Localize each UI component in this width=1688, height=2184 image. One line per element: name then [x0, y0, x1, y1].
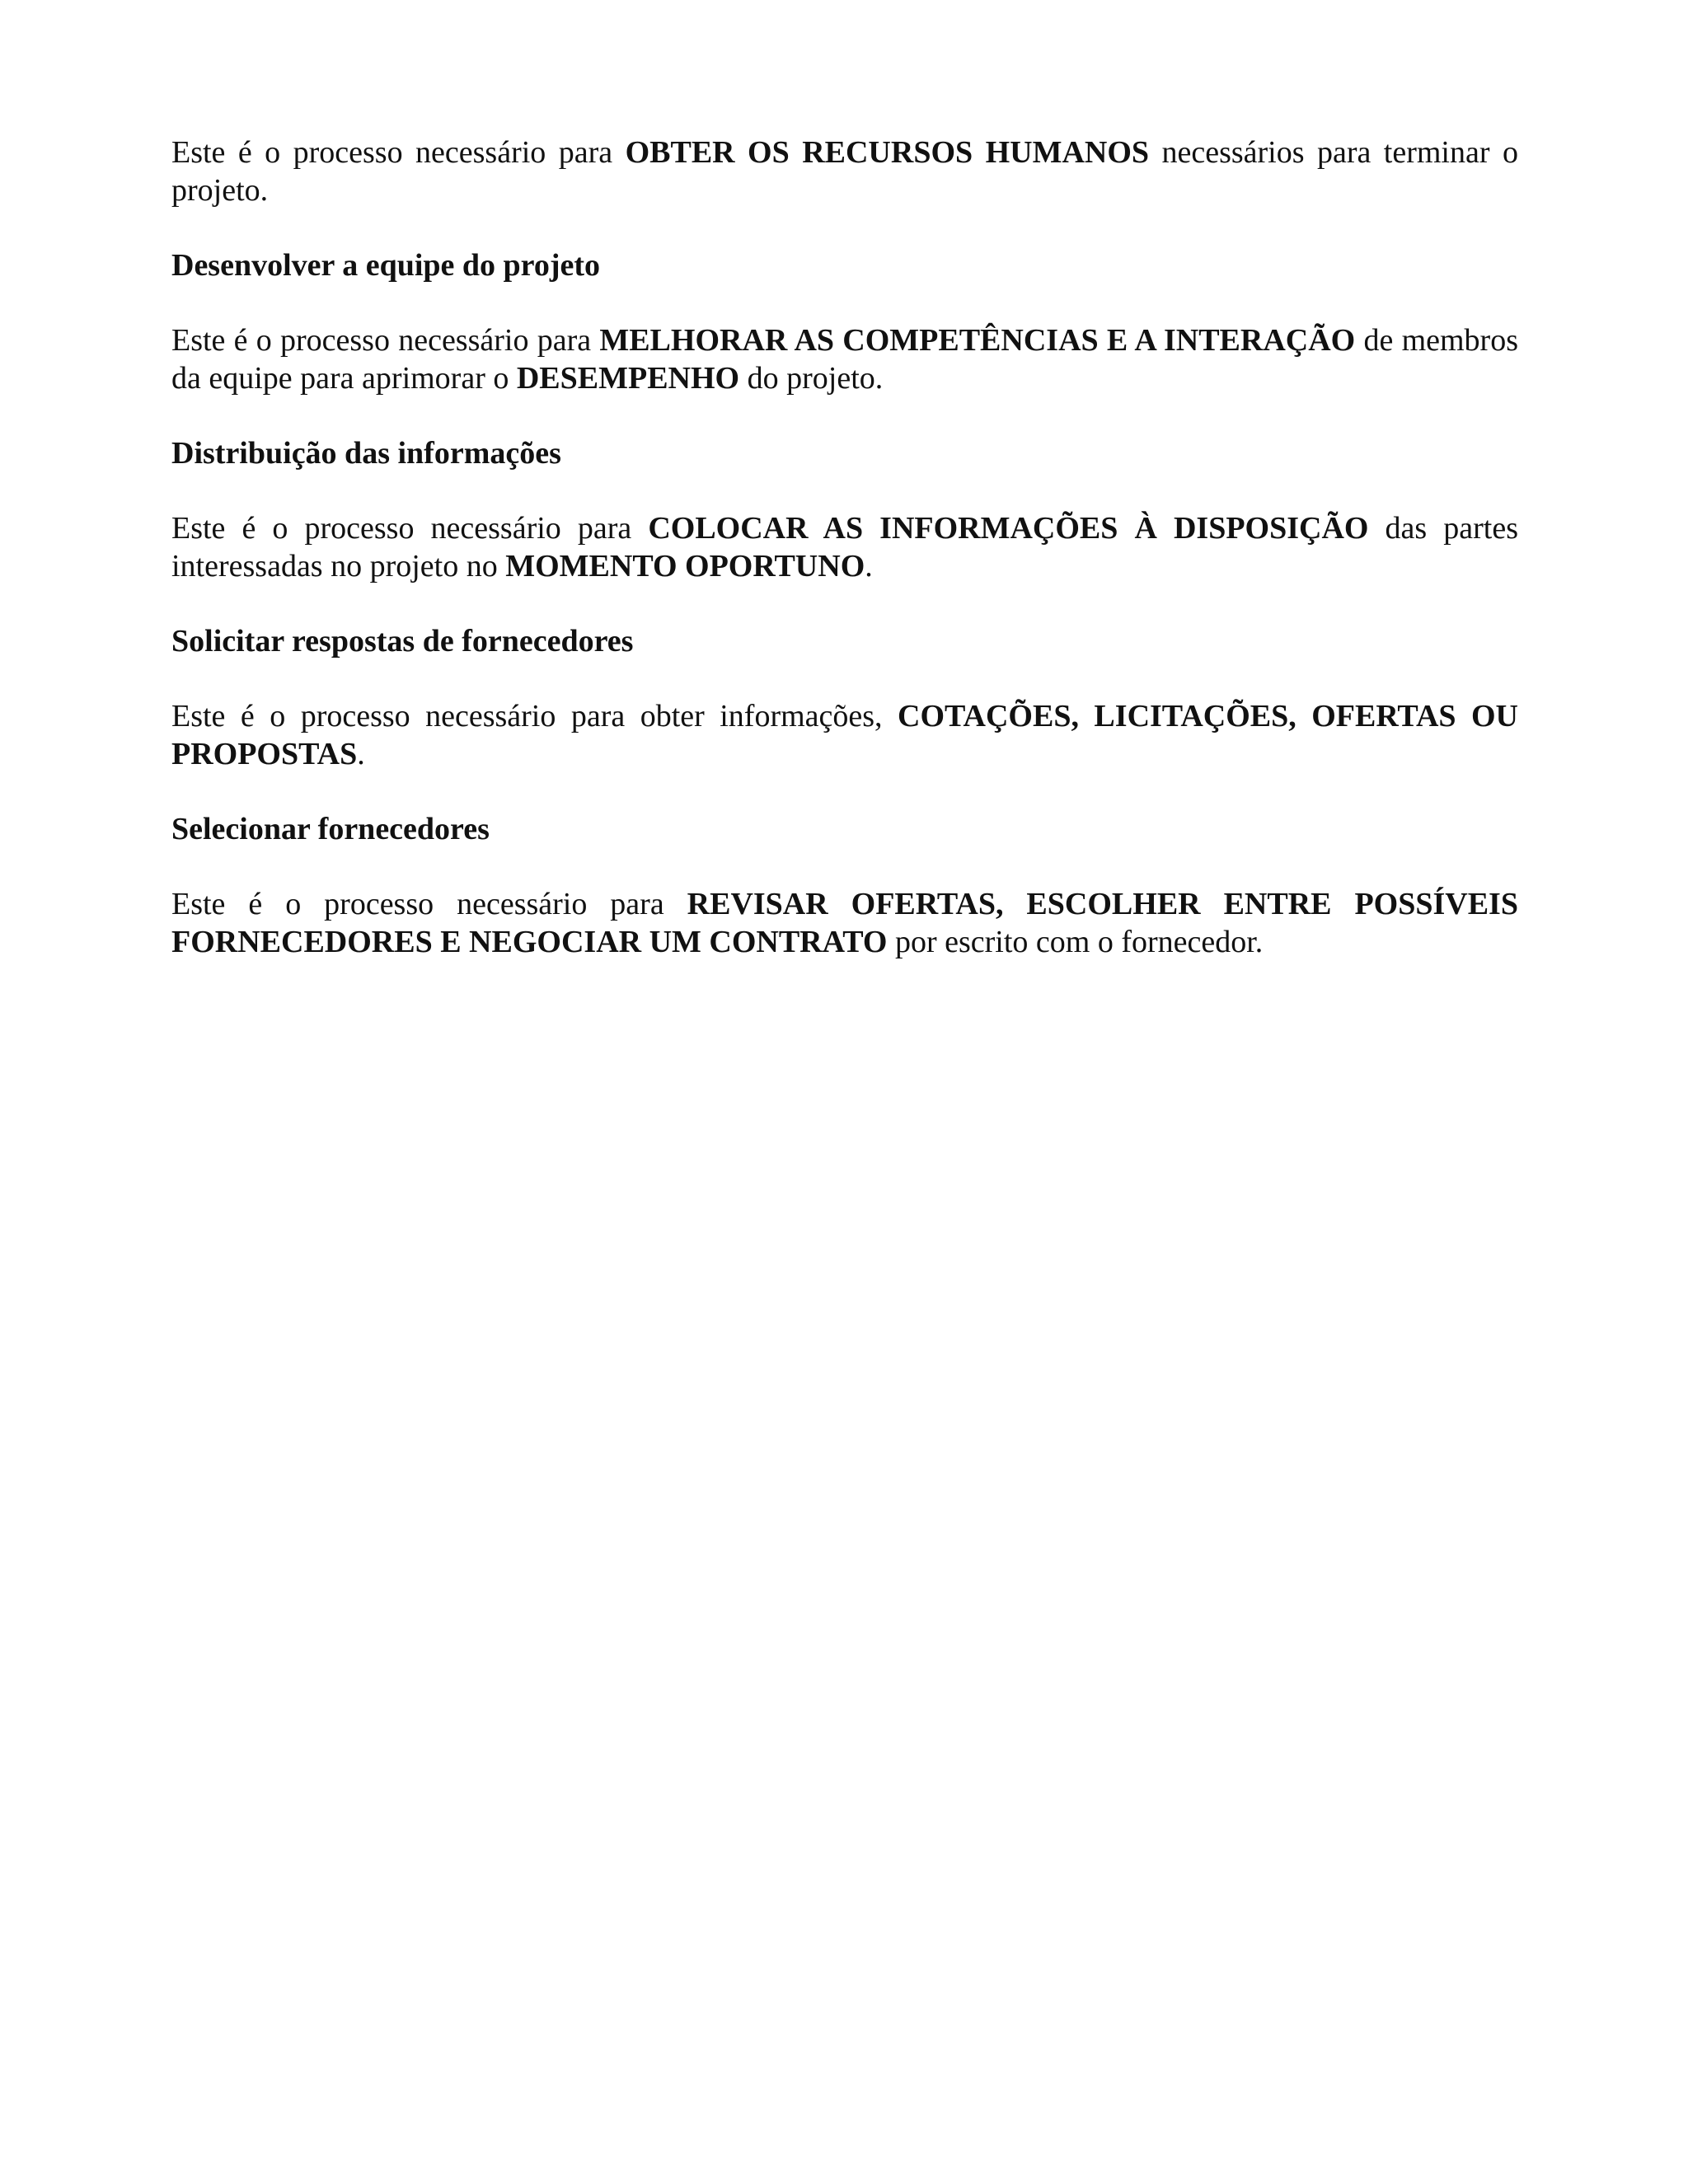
text-segment: Este é o processo necessário para obter informações, — [171, 699, 898, 733]
text-segment: do projeto. — [739, 361, 884, 396]
paragraph-distribuicao-informacoes — [171, 509, 1518, 585]
text-segment: . — [357, 737, 365, 771]
text-segment: necessários para terminar o projeto. — [171, 135, 1518, 208]
text-segment: de membros da equipe para aprimorar o — [171, 323, 1518, 396]
heading-selecionar-fornecedores: Selecionar fornecedores — [171, 812, 490, 846]
text-segment: por escrito com o fornecedor. — [887, 925, 1264, 959]
text-segment: . — [865, 549, 873, 583]
bold-segment: COTAÇÕES, LICITAÇÕES, OFERTAS OU PROPOSTAS — [171, 699, 1518, 771]
paragraph-solicitar-respostas — [171, 697, 1518, 773]
bold-segment: MOMENTO OPORTUNO — [505, 549, 865, 583]
text-segment: das partes interessadas no projeto no — [171, 511, 1518, 583]
bold-segment: COLOCAR AS INFORMAÇÕES À DISPOSIÇÃO — [648, 511, 1369, 546]
bold-segment: OBTER OS RECURSOS HUMANOS — [625, 135, 1150, 170]
document-body — [171, 134, 1518, 998]
text-segment: Este é o processo necessário para — [171, 323, 600, 358]
text-segment: Este é o processo necessário para — [171, 887, 687, 921]
text-segment: Este é o processo necessário para — [171, 511, 649, 546]
bold-segment: REVISAR OFERTAS, ESCOLHER ENTRE POSSÍVEIS FORNECEDORES E NEGOCIAR UM CONTRATO — [171, 887, 1518, 959]
paragraph-obter-recursos — [171, 134, 1518, 209]
heading-solicitar-respostas: Solicitar respostas de fornecedores — [171, 624, 634, 658]
heading-desenvolver-equipe: Desenvolver a equipe do projeto — [171, 248, 601, 283]
heading-distribuicao-informacoes: Distribuição das informações — [171, 436, 561, 471]
paragraph-desenvolver-equipe — [171, 321, 1518, 397]
text-segment: Este é o processo necessário para — [171, 135, 626, 170]
bold-segment: DESEMPENHO — [516, 361, 740, 396]
paragraph-selecionar-fornecedores — [171, 885, 1518, 961]
bold-segment: MELHORAR AS COMPETÊNCIAS E A INTERAÇÃO — [599, 323, 1356, 358]
